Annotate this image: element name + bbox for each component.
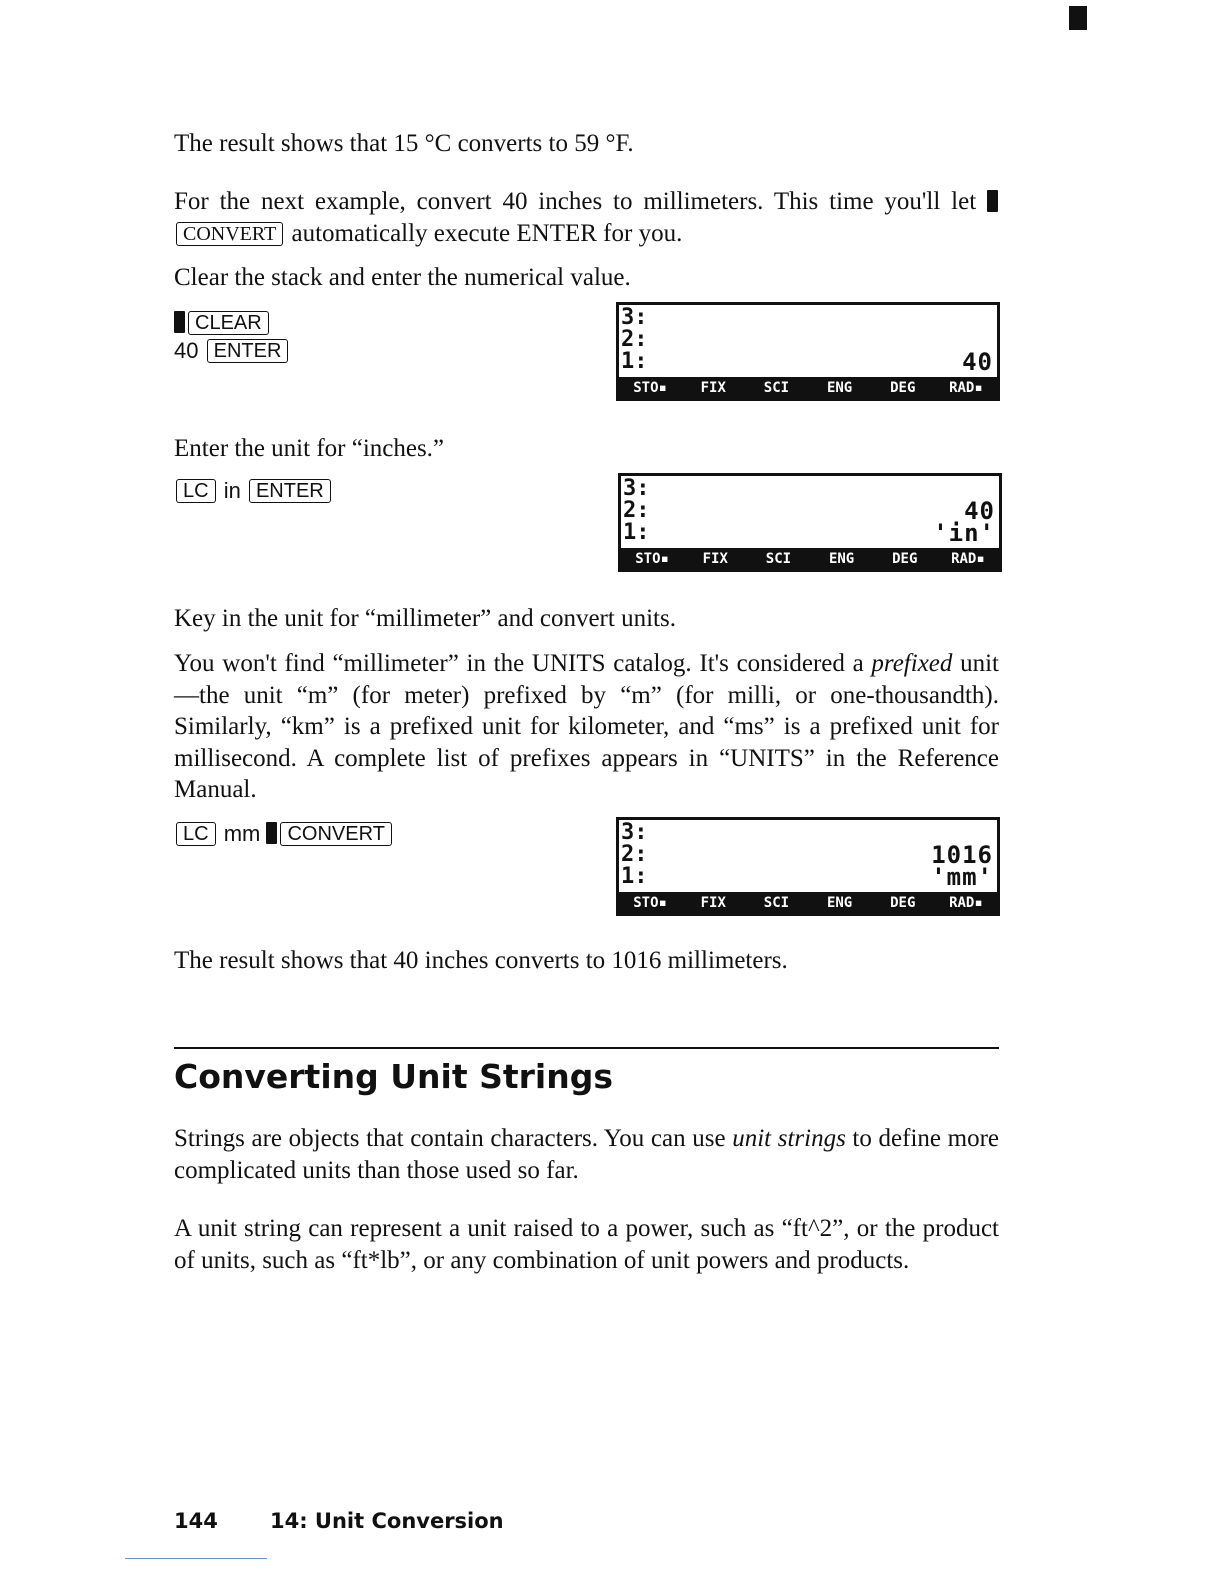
menu-key-eng: ENG [826, 895, 853, 911]
stack-level-3: 3: [621, 305, 648, 330]
paragraph-prefixed-unit [174, 648, 999, 806]
paragraph-unit-string: A unit string can represent a unit raised to a power, such as “ft^2”, or the product of units, such as “ft*lb”, or any combination of unit powers and products. [174, 1215, 999, 1274]
section-heading: Converting Unit Strings [174, 1057, 613, 1096]
paragraph-text: unit—the unit “m” (for meter) prefixed by “m” (for milli, or one-thousandth). Similarly, “km” is a prefixed unit for kilometer, and “ms” is a prefixed unit for millisecond. A complete list of prefixes appears in “UNITS” in the Reference Manual. [174, 650, 999, 803]
paragraph-text: For the next example, convert 40 inches to millimeters. This time you'll let [174, 188, 987, 215]
calculator-display [618, 473, 1002, 572]
menu-key-sci: SCI [763, 895, 790, 911]
menu-key-deg: DEG [892, 551, 918, 567]
shift-key-icon [266, 822, 277, 844]
bottom-line [125, 1558, 267, 1559]
emphasis-text: unit strings [732, 1125, 846, 1152]
menu-key-fix: FIX [700, 380, 726, 396]
keystroke-inches [174, 477, 333, 505]
lc-key: LC [176, 479, 216, 503]
shift-key-icon [987, 190, 998, 212]
paragraph-result-mm: The result shows that 40 inches converts to 1016 millimeters. [174, 947, 788, 974]
section-rule [174, 1047, 999, 1049]
stack-level-2: 2: [621, 842, 648, 867]
page-number: 144 [174, 1509, 218, 1533]
convert-key: CONVERT [280, 822, 391, 846]
stack-value-2: 40 [964, 497, 995, 525]
stack-level-2: 2: [621, 327, 648, 352]
stack-value-1: 'mm' [931, 863, 993, 891]
paragraph-next-example [174, 186, 999, 249]
typed-value: 40 [174, 338, 199, 363]
keystroke-clear [174, 309, 271, 337]
typed-unit: mm [223, 821, 261, 846]
menu-key-sto: STO▪ [633, 380, 667, 396]
paragraph-text: You won't find “millimeter” in the UNITS catalog. It's considered a [174, 650, 872, 677]
keystroke-mm-convert [174, 820, 394, 848]
stack-level-1: 1: [623, 520, 650, 545]
corner-mark [1069, 6, 1087, 30]
lc-key: LC [176, 822, 216, 846]
menu-bar [619, 892, 997, 913]
stack-value-1: 'in' [933, 519, 995, 547]
paragraph-text: automatically execute ENTER for you. [285, 219, 683, 247]
stack-level-1: 1: [621, 864, 648, 889]
shift-key-icon [174, 311, 185, 333]
emphasis-text: prefixed [871, 650, 953, 677]
keystroke-enter-40 [174, 337, 290, 365]
menu-key-eng: ENG [826, 380, 853, 396]
calculator-display [616, 817, 1000, 916]
stack-level-3: 3: [623, 476, 650, 501]
menu-key-sto: STO▪ [635, 551, 669, 567]
stack-level-1: 1: [621, 349, 648, 374]
convert-key: CONVERT [176, 222, 283, 246]
menu-key-rad: RAD▪ [951, 551, 985, 567]
menu-key-deg: DEG [890, 895, 916, 911]
menu-key-fix: FIX [700, 895, 726, 911]
chapter-title: 14: Unit Conversion [270, 1509, 504, 1533]
menu-bar [619, 377, 997, 398]
paragraph-text: Strings are objects that contain characters. You can use [174, 1125, 733, 1152]
paragraph-enter-unit: Enter the unit for “inches.” [174, 435, 445, 462]
menu-key-fix: FIX [702, 551, 728, 567]
menu-key-rad: RAD▪ [949, 895, 983, 911]
paragraph-strings [174, 1123, 999, 1186]
stack-level-2: 2: [623, 498, 650, 523]
paragraph-key-mm: Key in the unit for “millimeter” and convert units. [174, 605, 676, 632]
stack-level-3: 3: [621, 820, 648, 845]
stack-value-2: 1016 [931, 841, 993, 869]
paragraph-clear-stack: Clear the stack and enter the numerical value. [174, 264, 631, 291]
menu-key-rad: RAD▪ [949, 380, 983, 396]
menu-key-sci: SCI [763, 380, 790, 396]
menu-key-sto: STO▪ [633, 895, 667, 911]
menu-key-deg: DEG [890, 380, 916, 396]
enter-key: ENTER [249, 479, 331, 503]
enter-key: ENTER [207, 339, 289, 363]
clear-key: CLEAR [188, 311, 269, 335]
menu-key-eng: ENG [828, 551, 855, 567]
calculator-display [616, 302, 1000, 401]
stack-value-1: 40 [962, 348, 993, 376]
typed-unit: in [223, 478, 241, 503]
paragraph-result-temperature: The result shows that 15 °C converts to 59 °F. [174, 130, 634, 157]
menu-bar [621, 548, 999, 569]
paragraph-text: to define more complicated units than those used so far. [174, 1125, 999, 1184]
menu-key-sci: SCI [765, 551, 792, 567]
